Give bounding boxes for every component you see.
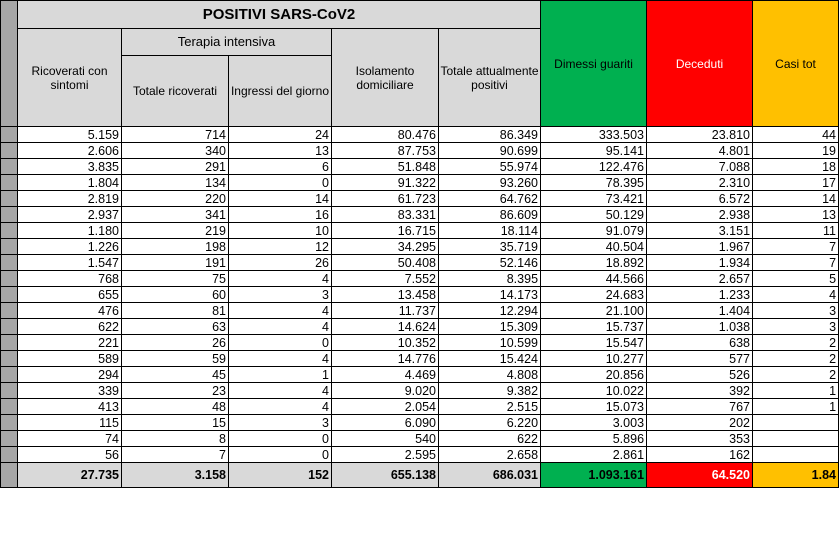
side-header-cell <box>1 1 18 127</box>
data-cell: 86.349 <box>439 127 541 143</box>
data-cell: 91.322 <box>332 175 439 191</box>
table-row <box>1 335 839 351</box>
data-cell: 4.801 <box>647 143 753 159</box>
total-cell: 1.093.161 <box>541 463 647 488</box>
data-cell: 2.819 <box>18 191 122 207</box>
data-cell: 93.260 <box>439 175 541 191</box>
data-cell: 191 <box>122 255 229 271</box>
table-row <box>1 223 839 239</box>
data-cell: 2.861 <box>541 447 647 463</box>
data-cell: 0 <box>229 175 332 191</box>
data-cell: 4 <box>229 319 332 335</box>
data-cell: 18 <box>753 159 839 175</box>
data-cell: 134 <box>122 175 229 191</box>
data-cell: 5.896 <box>541 431 647 447</box>
data-cell: 115 <box>18 415 122 431</box>
data-cell: 14 <box>229 191 332 207</box>
data-cell: 2.658 <box>439 447 541 463</box>
dimessi-header: Dimessi guariti <box>541 1 647 127</box>
data-cell: 3.003 <box>541 415 647 431</box>
data-cell: 50.129 <box>541 207 647 223</box>
totale-ricoverati-header: Totale ricoverati <box>122 56 229 127</box>
data-cell: 83.331 <box>332 207 439 223</box>
data-cell: 1.180 <box>18 223 122 239</box>
data-cell: 221 <box>18 335 122 351</box>
data-cell: 8.395 <box>439 271 541 287</box>
data-cell: 26 <box>122 335 229 351</box>
data-cell: 7 <box>122 447 229 463</box>
side-cell <box>1 335 18 351</box>
data-cell: 3.151 <box>647 223 753 239</box>
data-cell: 13.458 <box>332 287 439 303</box>
data-cell: 95.141 <box>541 143 647 159</box>
data-cell: 6.090 <box>332 415 439 431</box>
table-row <box>1 287 839 303</box>
data-cell: 5.159 <box>18 127 122 143</box>
data-cell: 339 <box>18 383 122 399</box>
data-cell: 15.424 <box>439 351 541 367</box>
data-cell: 1.547 <box>18 255 122 271</box>
data-cell: 11.737 <box>332 303 439 319</box>
data-cell: 44.566 <box>541 271 647 287</box>
side-cell <box>1 175 18 191</box>
data-cell: 4 <box>229 351 332 367</box>
data-cell: 655 <box>18 287 122 303</box>
data-cell: 2.595 <box>332 447 439 463</box>
data-cell <box>753 415 839 431</box>
data-cell: 0 <box>229 431 332 447</box>
data-cell: 7.088 <box>647 159 753 175</box>
ingressi-header: Ingressi del giorno <box>229 56 332 127</box>
casi-header: Casi tot <box>753 1 839 127</box>
data-cell: 18.114 <box>439 223 541 239</box>
side-cell <box>1 447 18 463</box>
side-cell <box>1 303 18 319</box>
table-row <box>1 239 839 255</box>
data-cell: 40.504 <box>541 239 647 255</box>
data-cell: 80.476 <box>332 127 439 143</box>
side-cell <box>1 239 18 255</box>
data-cell: 1.934 <box>647 255 753 271</box>
total-cell: 3.158 <box>122 463 229 488</box>
data-cell: 4.469 <box>332 367 439 383</box>
data-cell: 90.699 <box>439 143 541 159</box>
data-cell: 341 <box>122 207 229 223</box>
data-cell: 48 <box>122 399 229 415</box>
table-row <box>1 207 839 223</box>
positivi-header: POSITIVI SARS-CoV2 <box>18 1 541 29</box>
side-cell <box>1 207 18 223</box>
data-cell: 6.220 <box>439 415 541 431</box>
side-cell <box>1 351 18 367</box>
data-cell: 6.572 <box>647 191 753 207</box>
data-cell: 1.404 <box>647 303 753 319</box>
table-row <box>1 431 839 447</box>
data-cell: 16 <box>229 207 332 223</box>
data-cell: 3 <box>753 319 839 335</box>
table-row <box>1 383 839 399</box>
table-row <box>1 399 839 415</box>
data-cell: 2 <box>753 351 839 367</box>
data-cell: 63 <box>122 319 229 335</box>
data-cell: 87.753 <box>332 143 439 159</box>
data-cell: 622 <box>439 431 541 447</box>
table-row <box>1 447 839 463</box>
data-cell: 20.856 <box>541 367 647 383</box>
side-cell <box>1 287 18 303</box>
totale-positivi-header: Totale attualmente positivi <box>439 29 541 127</box>
data-cell: 13 <box>229 143 332 159</box>
data-cell: 19 <box>753 143 839 159</box>
data-cell: 50.408 <box>332 255 439 271</box>
total-cell: 1.84 <box>753 463 839 488</box>
data-cell: 35.719 <box>439 239 541 255</box>
data-cell: 61.723 <box>332 191 439 207</box>
data-cell: 86.609 <box>439 207 541 223</box>
data-cell: 622 <box>18 319 122 335</box>
total-cell: 64.520 <box>647 463 753 488</box>
deceduti-header: Deceduti <box>647 1 753 127</box>
data-cell: 2.657 <box>647 271 753 287</box>
data-cell: 0 <box>229 335 332 351</box>
data-cell: 7.552 <box>332 271 439 287</box>
data-cell: 16.715 <box>332 223 439 239</box>
data-cell: 3 <box>229 287 332 303</box>
data-cell: 73.421 <box>541 191 647 207</box>
table-row <box>1 351 839 367</box>
data-cell: 767 <box>647 399 753 415</box>
ricoverati-header: Ricoverati con sintomi <box>18 29 122 127</box>
data-cell: 219 <box>122 223 229 239</box>
data-cell: 3.835 <box>18 159 122 175</box>
total-cell: 152 <box>229 463 332 488</box>
data-cell: 51.848 <box>332 159 439 175</box>
side-cell <box>1 367 18 383</box>
totals-row <box>1 463 839 488</box>
data-cell: 81 <box>122 303 229 319</box>
data-cell: 21.100 <box>541 303 647 319</box>
data-cell: 540 <box>332 431 439 447</box>
data-cell: 1.804 <box>18 175 122 191</box>
data-cell: 78.395 <box>541 175 647 191</box>
data-cell: 4 <box>229 271 332 287</box>
data-cell: 2 <box>753 367 839 383</box>
data-cell: 10.599 <box>439 335 541 351</box>
data-cell: 4.808 <box>439 367 541 383</box>
data-cell: 44 <box>753 127 839 143</box>
data-cell: 14.173 <box>439 287 541 303</box>
data-cell: 6 <box>229 159 332 175</box>
data-cell: 23 <box>122 383 229 399</box>
table-row <box>1 415 839 431</box>
table-row <box>1 143 839 159</box>
data-cell: 1 <box>753 383 839 399</box>
total-cell: 27.735 <box>18 463 122 488</box>
table-body <box>1 127 839 463</box>
data-cell: 17 <box>753 175 839 191</box>
data-cell: 2.515 <box>439 399 541 415</box>
data-cell: 577 <box>647 351 753 367</box>
data-cell: 122.476 <box>541 159 647 175</box>
data-cell: 52.146 <box>439 255 541 271</box>
data-cell: 10.352 <box>332 335 439 351</box>
table-row <box>1 271 839 287</box>
data-cell: 1.226 <box>18 239 122 255</box>
data-cell: 9.020 <box>332 383 439 399</box>
data-cell: 15 <box>122 415 229 431</box>
data-cell: 3 <box>229 415 332 431</box>
data-cell: 10.277 <box>541 351 647 367</box>
data-cell: 10 <box>229 223 332 239</box>
data-cell: 3 <box>753 303 839 319</box>
side-cell <box>1 463 18 488</box>
data-cell: 18.892 <box>541 255 647 271</box>
terapia-header: Terapia intensiva <box>122 29 332 56</box>
side-cell <box>1 383 18 399</box>
data-cell: 291 <box>122 159 229 175</box>
data-cell: 4 <box>753 287 839 303</box>
data-cell: 15.547 <box>541 335 647 351</box>
data-cell: 60 <box>122 287 229 303</box>
data-cell: 340 <box>122 143 229 159</box>
data-cell: 4 <box>229 399 332 415</box>
data-cell: 2.606 <box>18 143 122 159</box>
data-cell: 14.776 <box>332 351 439 367</box>
data-cell: 198 <box>122 239 229 255</box>
side-cell <box>1 223 18 239</box>
data-cell: 14 <box>753 191 839 207</box>
table-row <box>1 159 839 175</box>
data-cell: 15.309 <box>439 319 541 335</box>
data-cell <box>753 431 839 447</box>
data-cell: 12 <box>229 239 332 255</box>
side-cell <box>1 143 18 159</box>
data-cell: 15.737 <box>541 319 647 335</box>
data-cell: 2.054 <box>332 399 439 415</box>
data-cell: 1 <box>753 399 839 415</box>
data-cell: 2.937 <box>18 207 122 223</box>
data-cell: 64.762 <box>439 191 541 207</box>
data-cell: 1.038 <box>647 319 753 335</box>
table-row <box>1 303 839 319</box>
data-cell: 638 <box>647 335 753 351</box>
table-row <box>1 191 839 207</box>
table-row <box>1 255 839 271</box>
isolamento-header: Isolamento domiciliare <box>332 29 439 127</box>
data-cell: 526 <box>647 367 753 383</box>
data-cell: 220 <box>122 191 229 207</box>
data-cell: 12.294 <box>439 303 541 319</box>
data-cell: 768 <box>18 271 122 287</box>
table-row <box>1 127 839 143</box>
data-cell: 333.503 <box>541 127 647 143</box>
side-cell <box>1 255 18 271</box>
data-cell: 0 <box>229 447 332 463</box>
data-cell: 294 <box>18 367 122 383</box>
side-cell <box>1 431 18 447</box>
side-cell <box>1 415 18 431</box>
data-cell: 2 <box>753 335 839 351</box>
data-cell: 353 <box>647 431 753 447</box>
data-cell: 55.974 <box>439 159 541 175</box>
data-cell: 202 <box>647 415 753 431</box>
data-cell: 34.295 <box>332 239 439 255</box>
data-cell: 8 <box>122 431 229 447</box>
data-cell: 5 <box>753 271 839 287</box>
data-cell <box>753 447 839 463</box>
data-cell: 59 <box>122 351 229 367</box>
data-cell: 74 <box>18 431 122 447</box>
data-cell: 162 <box>647 447 753 463</box>
side-cell <box>1 127 18 143</box>
data-cell: 24.683 <box>541 287 647 303</box>
data-cell: 9.382 <box>439 383 541 399</box>
data-cell: 4 <box>229 303 332 319</box>
data-cell: 392 <box>647 383 753 399</box>
total-cell: 686.031 <box>439 463 541 488</box>
table-row <box>1 319 839 335</box>
side-cell <box>1 399 18 415</box>
side-cell <box>1 319 18 335</box>
data-cell: 13 <box>753 207 839 223</box>
table-row <box>1 367 839 383</box>
data-cell: 1.233 <box>647 287 753 303</box>
data-cell: 15.073 <box>541 399 647 415</box>
data-cell: 589 <box>18 351 122 367</box>
data-cell: 4 <box>229 383 332 399</box>
data-cell: 10.022 <box>541 383 647 399</box>
data-cell: 24 <box>229 127 332 143</box>
table-row <box>1 175 839 191</box>
data-cell: 11 <box>753 223 839 239</box>
data-cell: 75 <box>122 271 229 287</box>
side-cell <box>1 271 18 287</box>
data-cell: 714 <box>122 127 229 143</box>
data-cell: 45 <box>122 367 229 383</box>
data-cell: 14.624 <box>332 319 439 335</box>
data-cell: 1 <box>229 367 332 383</box>
side-cell <box>1 191 18 207</box>
data-cell: 2.310 <box>647 175 753 191</box>
data-cell: 413 <box>18 399 122 415</box>
data-cell: 7 <box>753 255 839 271</box>
side-cell <box>1 159 18 175</box>
data-cell: 2.938 <box>647 207 753 223</box>
data-cell: 26 <box>229 255 332 271</box>
data-cell: 23.810 <box>647 127 753 143</box>
data-cell: 1.967 <box>647 239 753 255</box>
data-cell: 476 <box>18 303 122 319</box>
data-cell: 91.079 <box>541 223 647 239</box>
data-cell: 7 <box>753 239 839 255</box>
total-cell: 655.138 <box>332 463 439 488</box>
data-cell: 56 <box>18 447 122 463</box>
